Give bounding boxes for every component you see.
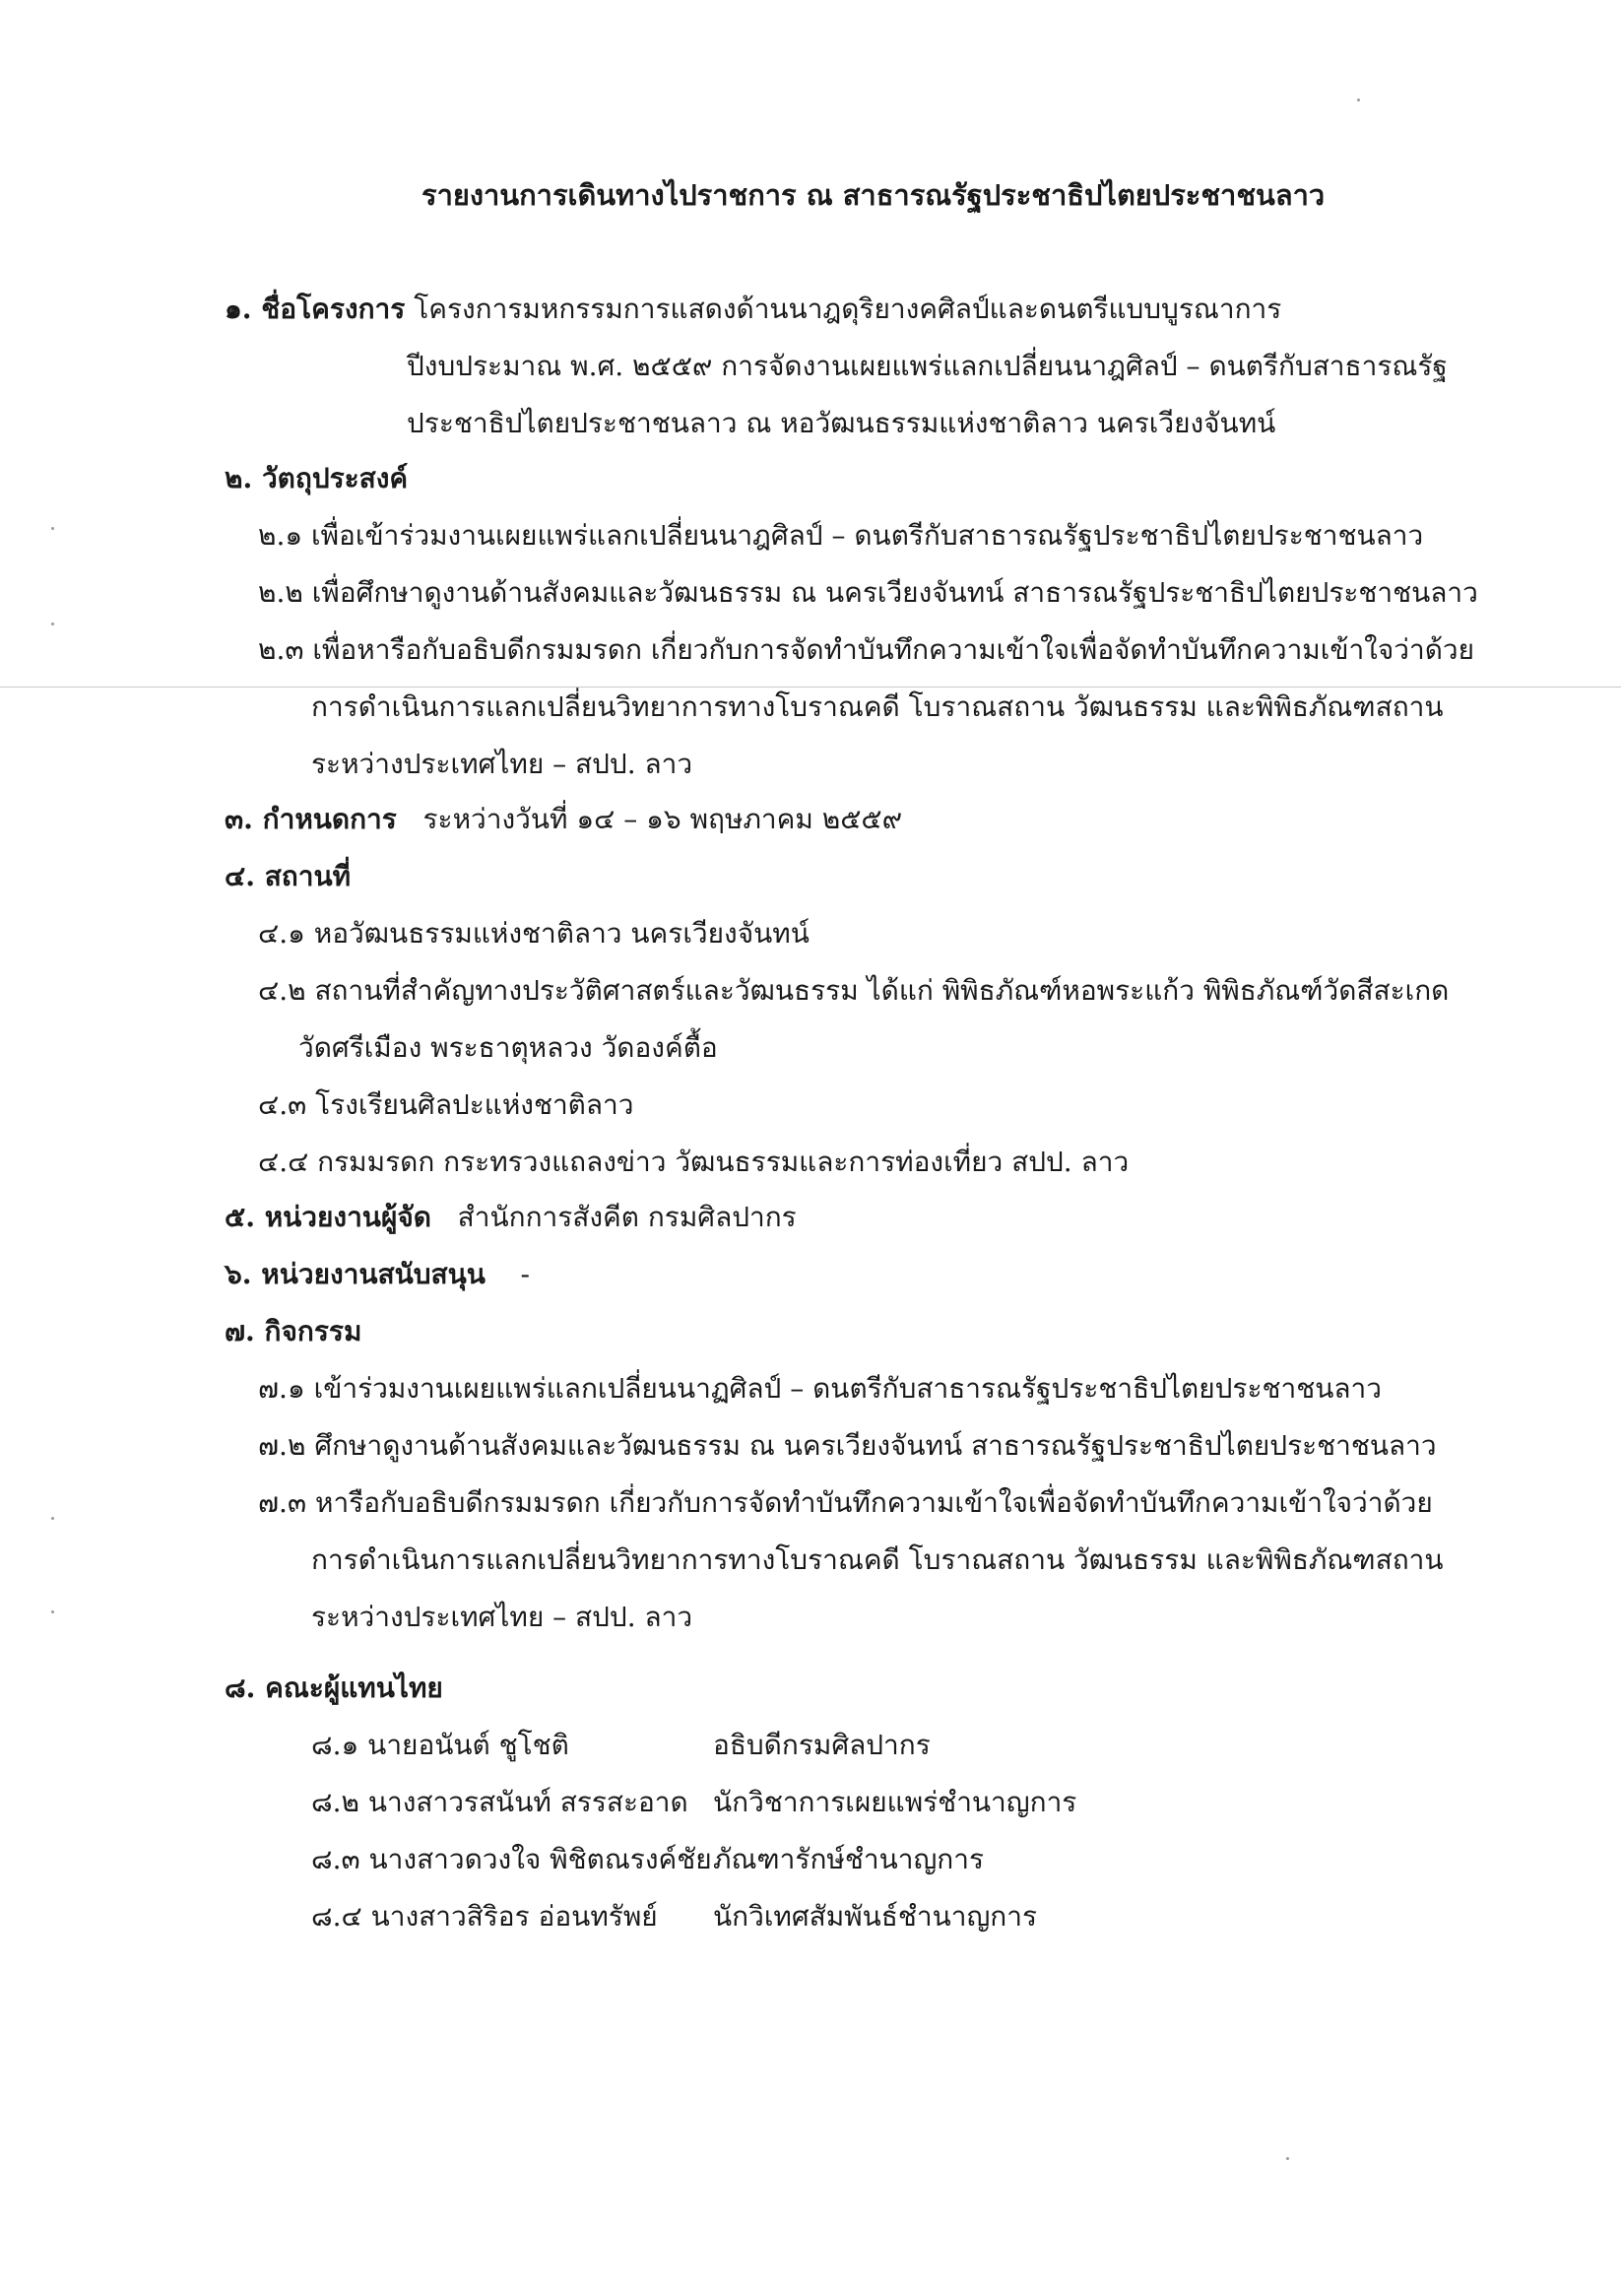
delegate-name: ๘.๓ นางสาวดวงใจ พิชิตณรงค์ชัย bbox=[311, 1843, 712, 1875]
section-2-item-3-line-3: ระหว่างประเทศไทย – สปป. ลาว bbox=[311, 748, 693, 780]
section-8-label: ๘. คณะผู้แทนไทย bbox=[225, 1672, 443, 1704]
section-7-item-3: ๗.๓ หารือกับอธิบดีกรมมรดก เกี่ยวกับการจัดทำบันทึกความเข้าใจเพื่อจัดทำบันทึกความเข้าใจว่าด้วย bbox=[258, 1486, 1433, 1519]
section-2-item-2: ๒.๒ เพื่อศึกษาดูงานด้านสังคมและวัฒนธรรม ณ นครเวียงจันทน์ สาธารณรัฐประชาธิปไตยประชาชนลาว bbox=[258, 576, 1478, 609]
section-1-text: โครงการมหกรรมการแสดงด้านนาฎดุริยางคศิลป์และดนตรีแบบบูรณาการ bbox=[414, 293, 1282, 325]
scan-speck bbox=[51, 527, 54, 530]
section-7-label: ๗. กิจกรรม bbox=[225, 1315, 362, 1347]
section-4-item-3: ๔.๓ โรงเรียนศิลปะแห่งชาติลาว bbox=[258, 1088, 634, 1121]
section-6 bbox=[225, 1255, 530, 1294]
section-4-item-4: ๔.๔ กรมมรดก กระทรวงแถลงข่าว วัฒนธรรมและการท่องเที่ยว สปป. ลาว bbox=[258, 1146, 1130, 1178]
section-2-label: ๒. วัตถุประสงค์ bbox=[225, 462, 409, 494]
section-7-item-2: ๗.๒ ศึกษาดูงานด้านสังคมและวัฒนธรรม ณ นครเวียงจันทน์ สาธารณรัฐประชาธิปไตยประชาชนลาว bbox=[258, 1429, 1437, 1462]
scan-speck bbox=[51, 1517, 54, 1520]
section-4-item-2-line-2: วัดศรีเมือง พระธาตุหลวง วัดองค์ตื้อ bbox=[298, 1031, 718, 1064]
document-title: รายงานการเดินทางไปราชการ ณ สาธารณรัฐประชาธิปไตยประชาชนลาว bbox=[421, 178, 1326, 212]
section-2-item-3: ๒.๓ เพื่อหารือกับอธิบดีกรมมรดก เกี่ยวกับการจัดทำบันทึกความเข้าใจเพื่อจัดทำบันทึกความเข้าใจว่าด้วย bbox=[258, 633, 1475, 666]
scan-speck bbox=[1357, 98, 1360, 101]
scan-speck bbox=[1286, 2157, 1289, 2160]
section-1-text-line-3: ประชาธิปไตยประชาชนลาว ณ หอวัฒนธรรมแห่งชาติลาว นครเวียงจันทน์ bbox=[407, 407, 1276, 439]
scan-speck bbox=[51, 1610, 54, 1613]
section-4-item-1: ๔.๑ หอวัฒนธรรมแห่งชาติลาว นครเวียงจันทน์ bbox=[258, 917, 810, 950]
section-4-label: ๔. สถานที่ bbox=[225, 860, 352, 892]
section-3 bbox=[225, 800, 902, 839]
scan-speck bbox=[51, 623, 54, 625]
section-5-label: ๕. หน่วยงานผู้จัด bbox=[225, 1201, 431, 1233]
section-1-label: ๑. ชื่อโครงการ bbox=[225, 293, 406, 325]
section-6-text: - bbox=[520, 1258, 530, 1290]
section-7-item-1: ๗.๑ เข้าร่วมงานเผยแพร่แลกเปลี่ยนนาฏศิลป์ – ดนตรีกับสาธารณรัฐประชาธิปไตยประชาชนลาว bbox=[258, 1372, 1382, 1405]
delegate-role: นักวิชาการเผยแพร่ชำนาญการ bbox=[713, 1786, 1077, 1818]
section-3-label: ๓. กำหนดการ bbox=[225, 803, 397, 835]
section-3-text: ระหว่างวันที่ ๑๔ – ๑๖ พฤษภาคม ๒๕๕๙ bbox=[422, 803, 903, 835]
section-2-item-3-line-2: การดำเนินการแลกเปลี่ยนวิทยาการทางโบราณคดี โบราณสถาน วัฒนธรรม และพิพิธภัณฑสถาน bbox=[311, 690, 1444, 723]
section-1 bbox=[225, 290, 1281, 329]
delegate-name: ๘.๒ นางสาวรสนันท์ สรรสะอาด bbox=[311, 1786, 688, 1818]
section-4-item-2: ๔.๒ สถานที่สำคัญทางประวัติศาสตร์และวัฒนธรรม ได้แก่ พิพิธภัณฑ์หอพระแก้ว พิพิธภัณฑ์วัดสีสะเกด bbox=[258, 974, 1450, 1007]
delegate-name: ๘.๑ นายอนันต์ ชูโชติ bbox=[311, 1729, 569, 1761]
section-7-item-3-line-2: การดำเนินการแลกเปลี่ยนวิทยาการทางโบราณคดี โบราณสถาน วัฒนธรรม และพิพิธภัณฑสถาน bbox=[311, 1543, 1444, 1576]
section-1-text-line-2: ปีงบประมาณ พ.ศ. ๒๕๕๙ การจัดงานเผยแพร่แลกเปลี่ยนนาฎศิลป์ – ดนตรีกับสาธารณรัฐ bbox=[407, 350, 1448, 382]
section-2-item-1: ๒.๑ เพื่อเข้าร่วมงานเผยแพร่แลกเปลี่ยนนาฎศิลป์ – ดนตรีกับสาธารณรัฐประชาธิปไตยประชาชนลาว bbox=[258, 519, 1424, 552]
delegate-role: อธิบดีกรมศิลปากร bbox=[713, 1729, 931, 1761]
section-5-text: สำนักการสังคีต กรมศิลปากร bbox=[457, 1201, 797, 1233]
delegate-role: นักวิเทศสัมพันธ์ชำนาญการ bbox=[713, 1900, 1038, 1933]
delegate-role: ภัณฑารักษ์ชำนาญการ bbox=[713, 1843, 985, 1875]
delegate-name: ๘.๔ นางสาวสิริอร อ่อนทรัพย์ bbox=[311, 1900, 658, 1933]
section-5 bbox=[225, 1198, 797, 1237]
section-6-label: ๖. หน่วยงานสนับสนุน bbox=[225, 1258, 486, 1290]
section-7-item-3-line-3: ระหว่างประเทศไทย – สปป. ลาว bbox=[311, 1601, 693, 1633]
